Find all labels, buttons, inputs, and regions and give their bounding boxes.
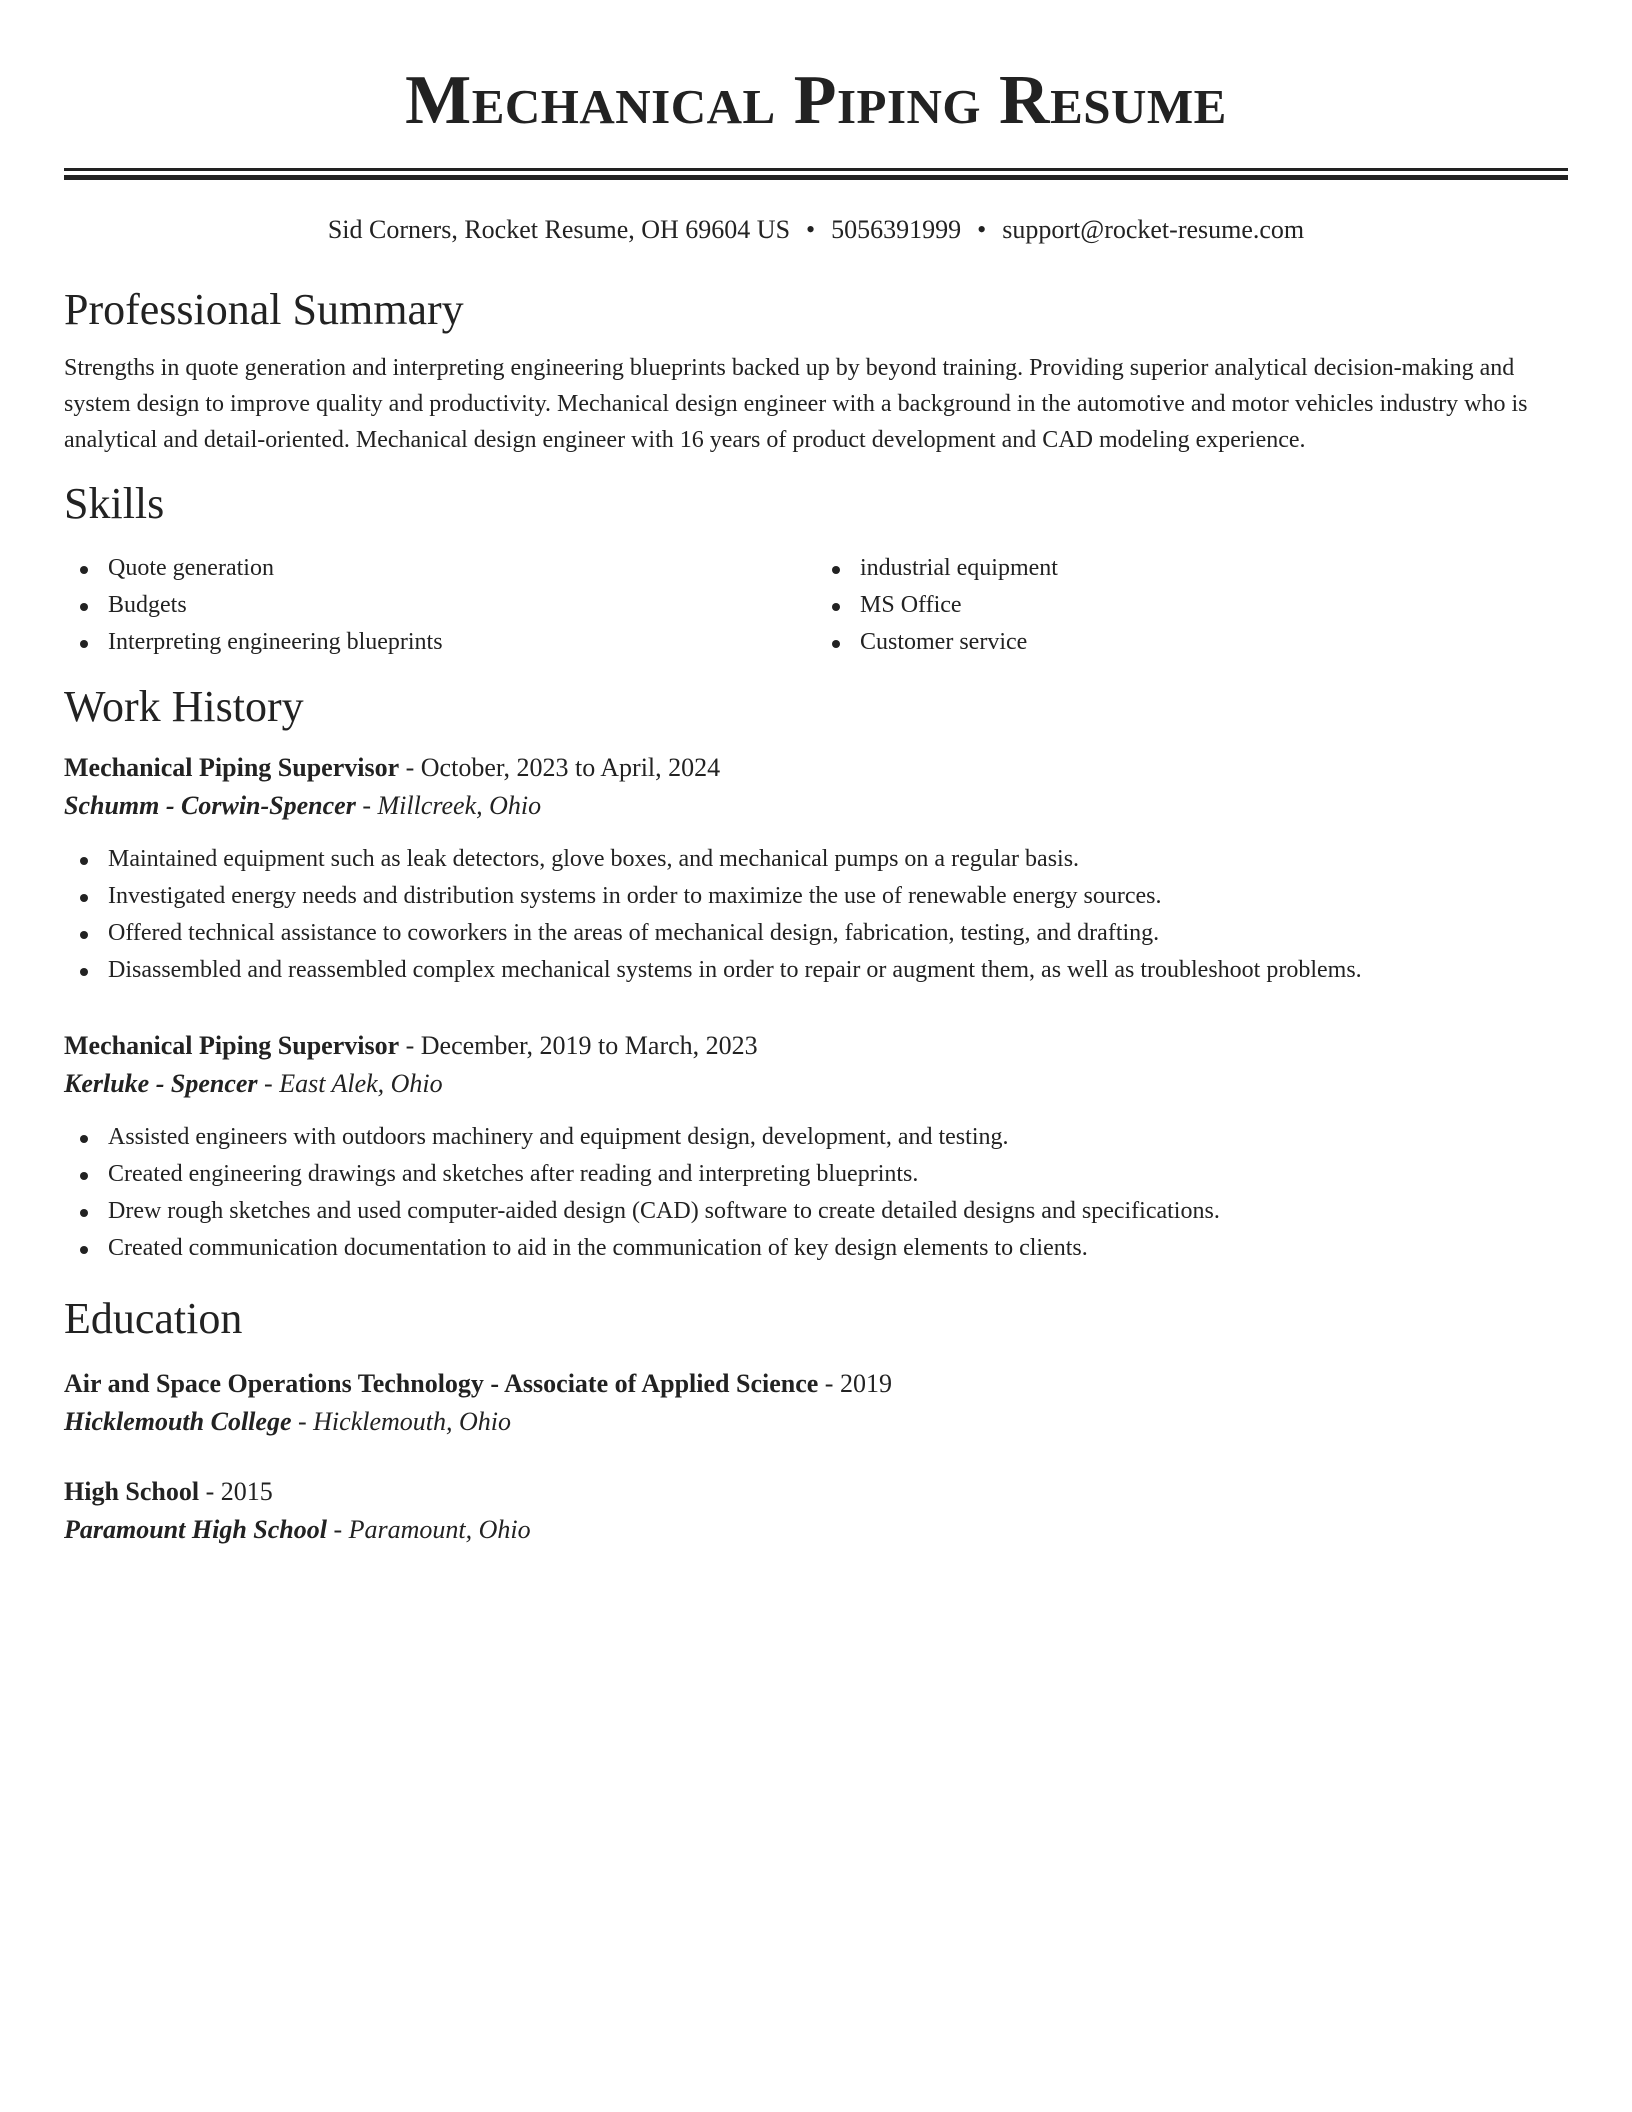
skills-column-left bbox=[64, 550, 816, 661]
education-year: - 2015 bbox=[199, 1477, 273, 1506]
education-entry bbox=[64, 1473, 1568, 1549]
job-company: Kerluke - Spencer bbox=[64, 1069, 258, 1098]
skill-item: Interpreting engineering blueprints bbox=[64, 624, 816, 661]
job-entry bbox=[64, 1027, 1568, 1267]
skill-item: Quote generation bbox=[64, 550, 816, 587]
job-duty: Assisted engineers with outdoors machinery and equipment design, development, and testing. bbox=[64, 1119, 1568, 1156]
education-school-line bbox=[64, 1403, 1568, 1441]
skill-item: industrial equipment bbox=[816, 550, 1568, 587]
job-duty: Drew rough sketches and used computer-aided design (CAD) software to create detailed designs and specifications. bbox=[64, 1193, 1568, 1230]
contact-phone: 5056391999 bbox=[831, 215, 962, 244]
job-dates: - December, 2019 to March, 2023 bbox=[399, 1031, 758, 1060]
job-duty: Created engineering drawings and sketches after reading and interpreting blueprints. bbox=[64, 1156, 1568, 1193]
resume-title: Mechanical Piping Resume bbox=[405, 62, 1227, 139]
job-company-line bbox=[64, 787, 1568, 825]
job-duties bbox=[64, 841, 1568, 989]
summary-text: Strengths in quote generation and interpreting engineering blueprints backed up by beyond training. Providing superior analytical decision-making and system design to improve quality and productivity. Mechanical design engineer with a background in the automotive and motor vehicles industry who is analytical and detail-oriented. Mechanical design engineer with 16 years of product development and CAD modeling experience. bbox=[64, 355, 1528, 453]
education-school-line bbox=[64, 1511, 1568, 1549]
contact-separator: • bbox=[977, 215, 987, 244]
job-company: Schumm - Corwin-Spencer bbox=[64, 791, 356, 820]
job-header bbox=[64, 749, 1568, 787]
education-degree: Air and Space Operations Technology - Associate of Applied Science bbox=[64, 1369, 819, 1398]
education-degree: High School bbox=[64, 1477, 200, 1506]
skill-item: MS Office bbox=[816, 587, 1568, 624]
job-role: Mechanical Piping Supervisor bbox=[64, 753, 400, 782]
education-school: Paramount High School bbox=[64, 1515, 327, 1544]
job-duty: Investigated energy needs and distribution systems in order to maximize the use of renewable energy sources. bbox=[64, 878, 1568, 915]
education-location: - Hicklemouth, Ohio bbox=[291, 1407, 512, 1436]
job-location: - East Alek, Ohio bbox=[257, 1069, 443, 1098]
job-location: - Millcreek, Ohio bbox=[355, 791, 542, 820]
education-location: - Paramount, Ohio bbox=[326, 1515, 531, 1544]
contact-separator: • bbox=[806, 215, 816, 244]
skill-item: Customer service bbox=[816, 624, 1568, 661]
contact-address: Sid Corners, Rocket Resume, OH 69604 US bbox=[327, 215, 791, 244]
education-school: Hicklemouth College bbox=[64, 1407, 292, 1436]
education-entry bbox=[64, 1365, 1568, 1441]
job-duty: Maintained equipment such as leak detectors, glove boxes, and mechanical pumps on a regular basis. bbox=[64, 841, 1568, 878]
skills-column-right bbox=[816, 550, 1568, 661]
job-duty: Disassembled and reassembled complex mechanical systems in order to repair or augment them, as well as troubleshoot problems. bbox=[64, 952, 1568, 989]
job-role: Mechanical Piping Supervisor bbox=[64, 1031, 400, 1060]
job-company-line bbox=[64, 1065, 1568, 1103]
job-entry bbox=[64, 749, 1568, 989]
work-history-heading: Work History bbox=[64, 682, 304, 731]
job-dates: - October, 2023 to April, 2024 bbox=[399, 753, 721, 782]
education-heading: Education bbox=[64, 1294, 243, 1343]
skill-item: Budgets bbox=[64, 587, 816, 624]
education-header bbox=[64, 1365, 1568, 1403]
contact-line bbox=[64, 214, 1568, 246]
job-duty: Offered technical assistance to coworkers in the areas of mechanical design, fabrication, testing, and drafting. bbox=[64, 915, 1568, 952]
skills-list bbox=[64, 550, 1568, 661]
title-divider bbox=[64, 168, 1568, 180]
education-header bbox=[64, 1473, 1568, 1511]
summary-heading: Professional Summary bbox=[64, 285, 464, 334]
job-duty: Created communication documentation to aid in the communication of key design elements to clients. bbox=[64, 1230, 1568, 1267]
education-year: - 2019 bbox=[818, 1369, 892, 1398]
job-header bbox=[64, 1027, 1568, 1065]
job-duties bbox=[64, 1119, 1568, 1267]
skills-heading: Skills bbox=[64, 479, 165, 528]
contact-email: support@rocket-resume.com bbox=[1002, 215, 1305, 244]
